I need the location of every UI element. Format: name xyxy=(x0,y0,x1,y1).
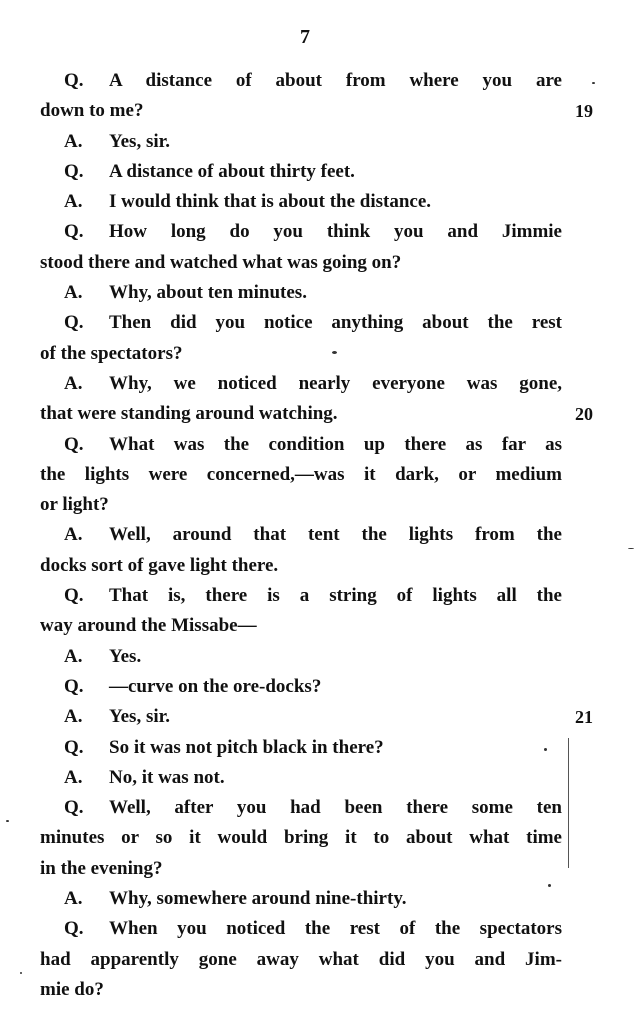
transcript-line xyxy=(40,430,562,460)
margin-line-number: 19 xyxy=(575,101,593,122)
line-text: Yes, sir. xyxy=(109,706,171,728)
question-marker: Q. xyxy=(64,312,84,334)
line-text: or light? xyxy=(40,494,109,516)
answer-marker: A. xyxy=(64,372,83,394)
transcript-line xyxy=(40,66,562,96)
line-text: Why, about ten minutes. xyxy=(109,282,307,304)
transcript-line xyxy=(40,308,562,338)
answer-marker: A. xyxy=(64,282,83,304)
line-text: Well, after you had been there some ten xyxy=(109,797,562,819)
transcript-line xyxy=(40,399,562,429)
transcript-line xyxy=(40,551,562,581)
transcript-line xyxy=(40,157,562,187)
question-marker: Q. xyxy=(64,797,84,819)
transcript-line xyxy=(40,854,562,884)
answer-marker: A. xyxy=(64,524,83,546)
transcript-line xyxy=(40,187,562,217)
transcript-line xyxy=(40,520,562,550)
question-marker: Q. xyxy=(64,675,84,697)
transcript-line xyxy=(40,611,562,641)
line-text: No, it was not. xyxy=(109,766,225,788)
line-text: Well, around that tent the lights from the xyxy=(109,524,562,546)
line-text: had apparently gone away what did you and Jim- xyxy=(40,948,562,970)
transcript-line xyxy=(40,278,562,308)
transcript-line xyxy=(40,914,562,944)
line-text: in the evening? xyxy=(40,857,163,879)
transcript-line xyxy=(40,581,562,611)
answer-marker: A. xyxy=(64,766,83,788)
line-text: Then did you notice anything about the rest xyxy=(109,312,562,334)
line-text: When you noticed the rest of the spectators xyxy=(109,918,562,940)
question-marker: Q. xyxy=(64,160,84,182)
transcript-line xyxy=(40,884,562,914)
transcript-line xyxy=(40,96,562,126)
line-text: A distance of about thirty feet. xyxy=(109,160,355,182)
transcript-line xyxy=(40,460,562,490)
line-text: of the spectators? xyxy=(40,342,183,364)
transcript-line xyxy=(40,672,562,702)
transcript-body xyxy=(40,66,562,1005)
line-text: mie do? xyxy=(40,978,104,1000)
question-marker: Q. xyxy=(64,918,84,940)
answer-marker: A. xyxy=(64,706,83,728)
margin-line-number: 20 xyxy=(575,404,593,425)
answer-marker: A. xyxy=(64,888,83,910)
line-text: Yes, sir. xyxy=(109,130,171,152)
transcript-line xyxy=(40,369,562,399)
question-marker: Q. xyxy=(64,433,84,455)
transcript-line xyxy=(40,642,562,672)
question-marker: Q. xyxy=(64,585,84,607)
line-text: So it was not pitch black in there? xyxy=(109,736,384,758)
line-text: stood there and watched what was going on? xyxy=(40,251,402,273)
transcript-line xyxy=(40,339,562,369)
page-number: 7 xyxy=(300,26,310,48)
line-text: —curve on the ore-docks? xyxy=(109,675,322,697)
line-text: way around the Missabe— xyxy=(40,615,257,637)
transcript-line xyxy=(40,763,562,793)
transcript-line xyxy=(40,490,562,520)
line-text: the lights were concerned,—was it dark, or medium xyxy=(40,463,562,485)
line-text: minutes or so it would bring it to about what time xyxy=(40,827,562,849)
question-marker: Q. xyxy=(64,221,84,243)
transcript-line xyxy=(40,217,562,247)
transcript-line xyxy=(40,793,562,823)
question-marker: Q. xyxy=(64,736,84,758)
transcript-line xyxy=(40,975,562,1005)
line-text: docks sort of gave light there. xyxy=(40,554,279,576)
line-text: How long do you think you and Jimmie xyxy=(109,221,562,243)
answer-marker: A. xyxy=(64,645,83,667)
answer-marker: A. xyxy=(64,130,83,152)
line-text: Why, we noticed nearly everyone was gone, xyxy=(109,372,562,394)
line-text: down to me? xyxy=(40,100,144,122)
line-text: that were standing around watching. xyxy=(40,403,338,425)
line-text: I would think that is about the distance. xyxy=(109,191,432,213)
transcript-line xyxy=(40,823,562,853)
line-text: That is, there is a string of lights all the xyxy=(109,585,562,607)
transcript-line xyxy=(40,127,562,157)
transcript-line xyxy=(40,702,562,732)
line-text: Why, somewhere around nine-thirty. xyxy=(109,888,407,910)
margin-line-number: 21 xyxy=(575,707,593,728)
line-text: A distance of about from where you are xyxy=(109,70,562,91)
line-text: What was the condition up there as far as xyxy=(109,433,562,455)
transcript-line xyxy=(40,945,562,975)
line-text: Yes. xyxy=(109,645,142,667)
question-marker: Q. xyxy=(64,70,84,91)
transcript-line xyxy=(40,248,562,278)
answer-marker: A. xyxy=(64,191,83,213)
transcript-line xyxy=(40,733,562,763)
